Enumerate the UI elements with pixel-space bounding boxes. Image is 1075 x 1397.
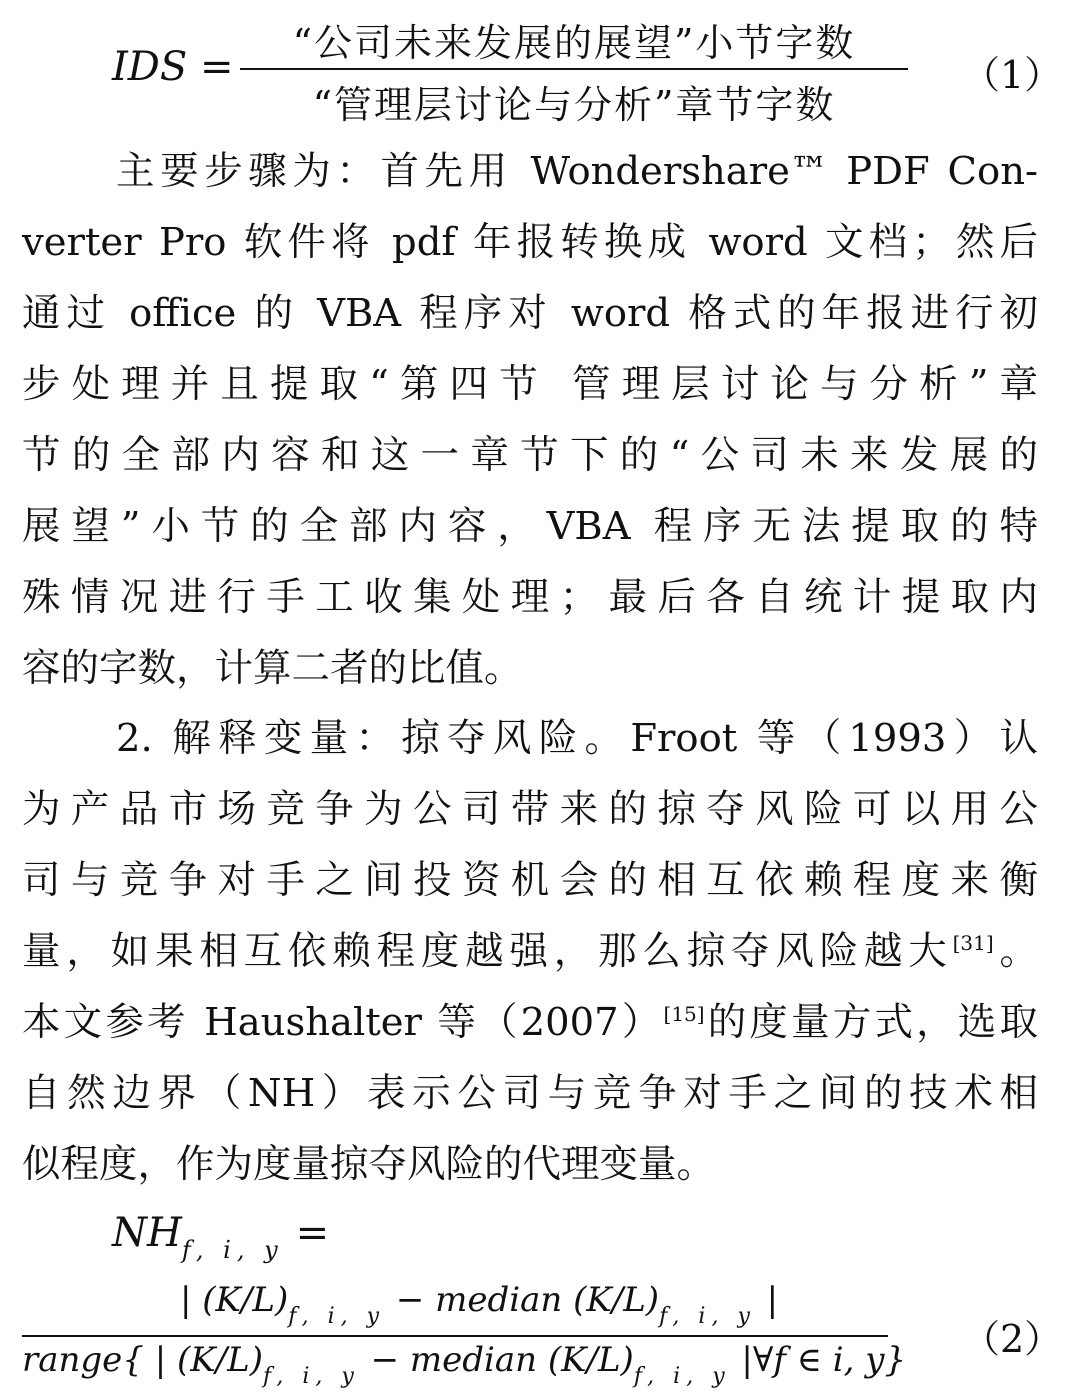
paragraph-line: 似程度，作为度量掠夺风险的代理变量。 bbox=[22, 1142, 716, 1187]
equation-2-lhs-subscript: f, i, y bbox=[181, 1236, 284, 1264]
paragraph-steps-line: 节的全部内容和这一章节下的“公司未来发展的 bbox=[22, 433, 1038, 478]
paragraph-steps-line: 容的字数，计算二者的比值。 bbox=[22, 646, 523, 691]
equation-2-fraction-bar bbox=[22, 1335, 888, 1337]
denominator-part: range{ | (K/L) bbox=[22, 1340, 263, 1380]
equation-2-denominator bbox=[22, 1340, 906, 1389]
paragraph-line: 2. 解释变量：掠夺风险。Froot 等（1993）认 bbox=[116, 716, 1038, 761]
equation-2-lhs-symbol: NH bbox=[112, 1210, 182, 1256]
citation-31: [31] bbox=[952, 931, 994, 956]
numerator-part: − median (K/L) bbox=[385, 1280, 660, 1320]
paragraph-line: 为产品市场竞争为公司带来的掠夺风险可以用公 bbox=[22, 787, 1038, 832]
denominator-subscript: f, i, y bbox=[262, 1364, 360, 1389]
denominator-part: |∀f ∈ i, y} bbox=[730, 1340, 907, 1380]
equation-1 bbox=[0, 0, 1075, 140]
paragraph-steps-line: 展望”小节的全部内容，VBA 程序无法提取的特 bbox=[22, 504, 1038, 549]
equation-1-equals: = bbox=[200, 44, 234, 90]
equation-2-number: （2） bbox=[962, 1317, 1063, 1361]
paragraph-steps-line: 主要步骤为：首先用 Wondershare™ PDF Con- bbox=[116, 149, 1038, 194]
numerator-subscript: f, i, y bbox=[288, 1304, 386, 1329]
equation-2-numerator bbox=[180, 1280, 778, 1329]
paragraph-line-end: 。 bbox=[993, 929, 1038, 974]
paragraph-steps-line: verter Pro 软件将 pdf 年报转换成 word 文档；然后 bbox=[22, 220, 1038, 265]
paragraph-line bbox=[22, 987, 1038, 1058]
paragraph-line-text: 本文参考 Haushalter 等（2007） bbox=[22, 1000, 664, 1045]
paragraph-line-text: 量，如果相互依赖程度越强，那么掠夺风险越大 bbox=[22, 929, 953, 974]
equation-1-lhs: IDS bbox=[112, 44, 188, 90]
paragraph-steps-line: 步处理并且提取“第四节 管理层讨论与分析”章 bbox=[22, 362, 1038, 407]
equation-2-lhs bbox=[112, 1210, 329, 1264]
paragraph-steps bbox=[22, 136, 1038, 704]
citation-15: [15] bbox=[663, 1002, 705, 1027]
equation-1-number: （1） bbox=[962, 53, 1063, 97]
denominator-part: − median (K/L) bbox=[359, 1340, 634, 1380]
paragraph-line: 司与竞争对手之间投资机会的相互依赖程度来衡 bbox=[22, 858, 1038, 903]
paragraph-line-end: 的度量方式，选取 bbox=[704, 1000, 1038, 1045]
denominator-subscript: f, i, y bbox=[633, 1364, 731, 1389]
paragraph-steps-line: 殊情况进行手工收集处理；最后各自统计提取内 bbox=[22, 575, 1038, 620]
equation-1-fraction-bar bbox=[240, 68, 908, 70]
equation-1-denominator: “管理层讨论与分析”章节字数 bbox=[312, 83, 836, 127]
paragraph-line: 自然边界（NH）表示公司与竞争对手之间的技术相 bbox=[22, 1071, 1038, 1116]
equation-2-equals: = bbox=[295, 1210, 330, 1256]
numerator-part: | bbox=[755, 1280, 779, 1320]
paragraph-line bbox=[22, 916, 1038, 987]
numerator-part: | (K/L) bbox=[180, 1280, 289, 1320]
numerator-subscript: f, i, y bbox=[659, 1304, 756, 1329]
paragraph-explanatory-variable bbox=[22, 703, 1038, 1200]
equation-1-numerator: “公司未来发展的展望”小节字数 bbox=[292, 21, 856, 65]
paragraph-steps-line: 通过 office 的 VBA 程序对 word 格式的年报进行初 bbox=[22, 291, 1038, 336]
